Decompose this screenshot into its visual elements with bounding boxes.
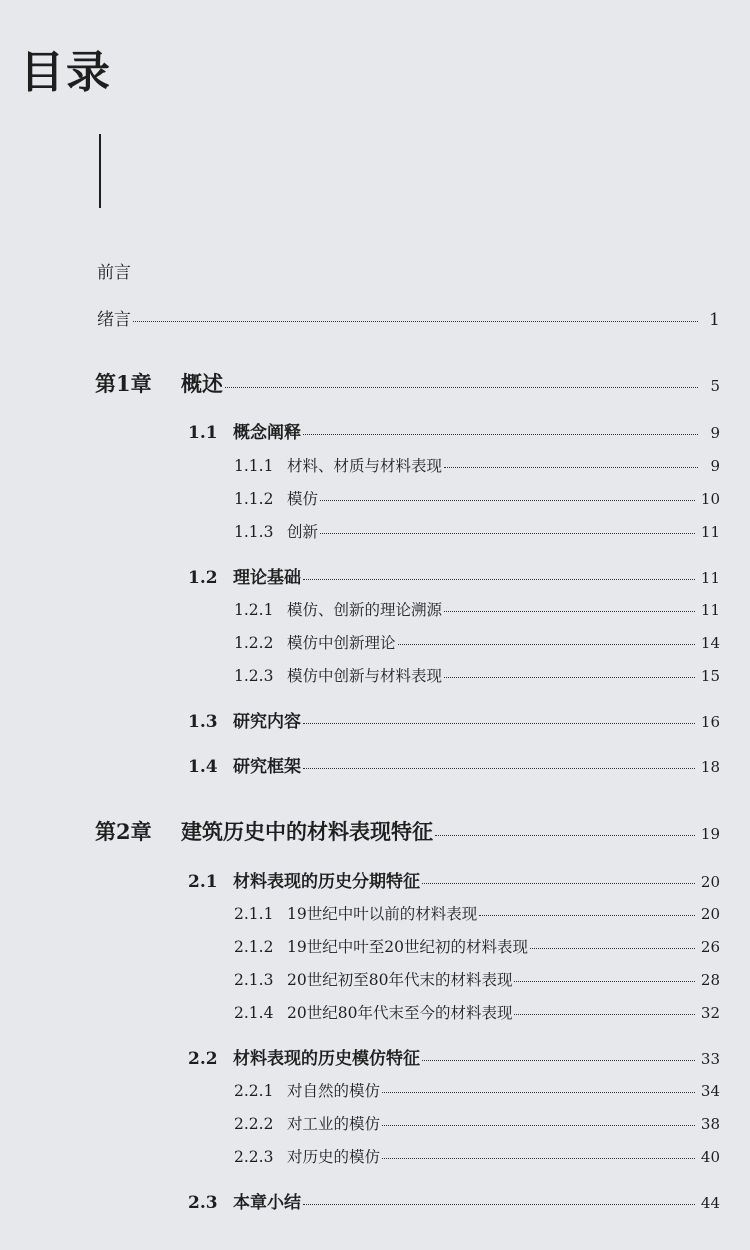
dot-leader — [530, 948, 695, 949]
toc-entry-label: 研究框架 — [233, 757, 301, 777]
toc-entry-chapter-1[interactable] — [95, 368, 720, 398]
toc-entry-label: 绪言 — [97, 310, 131, 330]
toc-entry-label: 材料表现的历史模仿特征 — [233, 1049, 420, 1069]
toc-entry-label: 模仿、创新的理论溯源 — [287, 601, 443, 619]
dot-leader — [382, 1125, 695, 1126]
dot-leader — [479, 915, 695, 916]
toc-entry-number: 1.4 — [188, 757, 218, 777]
dot-leader — [303, 768, 695, 769]
toc-entry-label: 建筑历史中的材料表现特征 — [181, 819, 433, 844]
toc-entry-page: 33 — [700, 1050, 720, 1068]
toc-entry-subsection[interactable] — [234, 487, 720, 509]
toc-entry-page: 16 — [700, 713, 720, 731]
dot-leader — [444, 677, 695, 678]
toc-entry-page: 14 — [700, 634, 720, 652]
toc-entry-number: 2.2.2 — [234, 1115, 274, 1133]
toc-entry-label: 对工业的模仿 — [287, 1115, 381, 1133]
toc-entry-page: 1 — [709, 310, 720, 330]
toc-entry-subsection[interactable] — [234, 664, 720, 686]
toc-entry-number: 1.1.1 — [234, 457, 274, 475]
dot-leader — [444, 467, 698, 468]
toc-entry-page: 11 — [700, 569, 720, 587]
toc-entry-label: 模仿 — [287, 490, 319, 508]
toc-entry-page: 28 — [700, 971, 720, 989]
dot-leader — [382, 1092, 695, 1093]
toc-entry-label: 创新 — [287, 523, 319, 541]
toc-entry-section[interactable] — [188, 563, 720, 588]
dot-leader — [225, 387, 698, 388]
toc-entry-subsection[interactable] — [234, 1001, 720, 1023]
toc-entry-number: 2.1.3 — [234, 971, 274, 989]
toc-entry-label: 20世纪80年代末至今的材料表现 — [287, 1004, 513, 1022]
toc-entry-subsection[interactable] — [234, 902, 720, 924]
dot-leader — [303, 723, 695, 724]
toc-entry-page: 40 — [700, 1148, 720, 1166]
toc-entry-page: 9 — [710, 424, 720, 442]
toc-entry-number: 第2章 — [95, 819, 152, 844]
toc-entry-number: 1.1.3 — [234, 523, 274, 541]
toc-entry-section[interactable] — [188, 752, 720, 777]
toc-entry-number: 1.2.2 — [234, 634, 274, 652]
toc-entry-section[interactable] — [188, 418, 720, 443]
dot-leader — [435, 835, 695, 836]
toc-entry-number: 1.3 — [188, 712, 218, 732]
toc-entry-introduction[interactable] — [97, 305, 720, 330]
toc-entry-subsection[interactable] — [234, 454, 720, 476]
toc-entry-section[interactable] — [188, 867, 720, 892]
dot-leader — [320, 533, 695, 534]
toc-entry-page: 38 — [700, 1115, 720, 1133]
toc-entry-subsection[interactable] — [234, 520, 720, 542]
dot-leader — [422, 1060, 695, 1061]
toc-entry-label: 对自然的模仿 — [287, 1082, 381, 1100]
toc-entry-label: 前言 — [97, 263, 131, 283]
dot-leader — [133, 321, 698, 322]
toc-entry-label: 19世纪中叶至20世纪初的材料表现 — [287, 938, 528, 956]
toc-entry-label: 材料、材质与材料表现 — [287, 457, 443, 475]
toc-entry-subsection[interactable] — [234, 1145, 720, 1167]
toc-entry-section[interactable] — [188, 1044, 720, 1069]
toc-entry-page: 10 — [700, 490, 720, 508]
toc-entry-label: 对历史的模仿 — [287, 1148, 381, 1166]
toc-entry-section[interactable] — [188, 707, 720, 732]
toc-entry-chapter-2[interactable] — [95, 816, 720, 846]
toc-entry-number: 2.1.4 — [234, 1004, 274, 1022]
title-divider — [99, 134, 101, 208]
toc-entry-page: 9 — [710, 457, 720, 475]
dot-leader — [382, 1158, 695, 1159]
toc-entry-page: 34 — [700, 1082, 720, 1100]
toc-entry-number: 1.1.2 — [234, 490, 274, 508]
dot-leader — [303, 579, 695, 580]
toc-entry-number: 2.2.3 — [234, 1148, 274, 1166]
dot-leader — [398, 644, 695, 645]
toc-entry-subsection[interactable] — [234, 1079, 720, 1101]
toc-entry-label: 概念阐释 — [233, 423, 301, 443]
toc-entry-section[interactable] — [188, 1188, 720, 1213]
toc-entry-number: 第1章 — [95, 371, 152, 396]
toc-entry-subsection[interactable] — [234, 631, 720, 653]
toc-entry-number: 2.1.1 — [234, 905, 274, 923]
toc-entry-label: 本章小结 — [233, 1193, 301, 1213]
toc-entry-page: 5 — [710, 377, 720, 395]
toc-entry-page: 19 — [700, 825, 720, 843]
toc-entry-page: 44 — [700, 1194, 720, 1212]
toc-entry-number: 2.3 — [188, 1193, 218, 1213]
toc-entry-label: 20世纪初至80年代末的材料表现 — [287, 971, 513, 989]
toc-entry-label: 19世纪中叶以前的材料表现 — [287, 905, 478, 923]
toc-entry-page: 15 — [700, 667, 720, 685]
toc-entry-number: 2.2.1 — [234, 1082, 274, 1100]
toc-entry-number: 2.2 — [188, 1049, 218, 1069]
toc-entry-subsection[interactable] — [234, 968, 720, 990]
dot-leader — [320, 500, 695, 501]
toc-entry-number: 1.2.3 — [234, 667, 274, 685]
toc-entry-label: 概述 — [181, 371, 223, 396]
toc-entry-page: 11 — [700, 523, 720, 541]
dot-leader — [422, 883, 695, 884]
toc-entry-number: 2.1.2 — [234, 938, 274, 956]
toc-entry-page: 26 — [700, 938, 720, 956]
toc-entry-label: 模仿中创新与材料表现 — [287, 667, 443, 685]
toc-entry-page: 18 — [700, 758, 720, 776]
toc-entry-number: 1.2.1 — [234, 601, 274, 619]
toc-entry-number: 1.1 — [188, 423, 218, 443]
toc-entry-page: 32 — [700, 1004, 720, 1022]
dot-leader — [303, 434, 698, 435]
toc-entry-subsection[interactable] — [234, 935, 720, 957]
toc-entry-label: 研究内容 — [233, 712, 301, 732]
dot-leader — [514, 981, 694, 982]
dot-leader — [444, 611, 695, 612]
toc-entry-label: 材料表现的历史分期特征 — [233, 872, 420, 892]
page-title: 目录 — [20, 47, 112, 98]
toc-entry-number: 2.1 — [188, 872, 218, 892]
dot-leader — [514, 1014, 694, 1015]
toc-entry-page: 20 — [700, 905, 720, 923]
toc-entry-page: 20 — [700, 873, 720, 891]
toc-entry-label: 理论基础 — [233, 568, 301, 588]
toc-entry-page: 11 — [700, 601, 720, 619]
toc-entry-subsection[interactable] — [234, 1112, 720, 1134]
dot-leader — [303, 1204, 695, 1205]
toc-entry-number: 1.2 — [188, 568, 218, 588]
toc-entry-subsection[interactable] — [234, 598, 720, 620]
toc-entry-label: 模仿中创新理论 — [287, 634, 396, 652]
toc-entry-preface[interactable] — [97, 258, 131, 283]
